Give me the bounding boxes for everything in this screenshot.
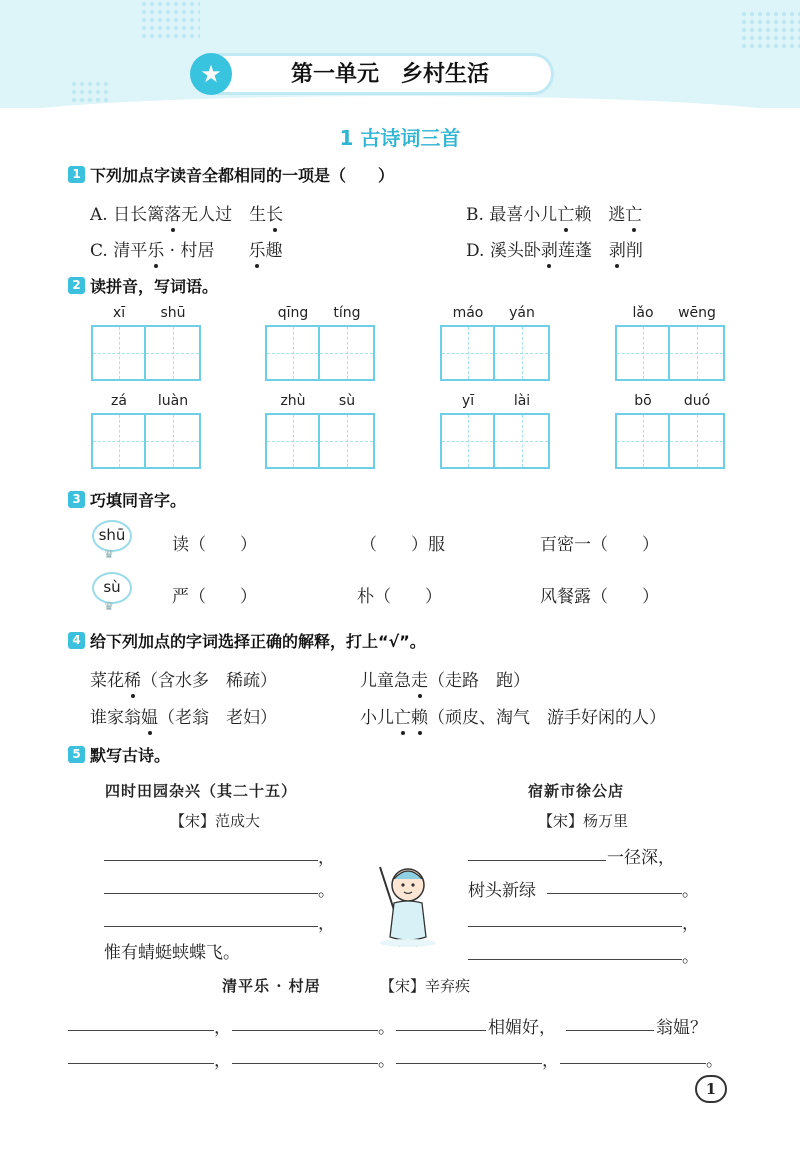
question-number: 3 — [68, 491, 85, 508]
answer-blank[interactable] — [68, 1063, 214, 1064]
pinyin: bō — [634, 393, 652, 409]
pinyin: yī — [461, 393, 475, 409]
poem-line: 相媚好， — [488, 1018, 556, 1038]
punctuation: ， — [214, 1018, 231, 1038]
answer-blank[interactable] — [104, 893, 318, 894]
poem-line: 翁媪？ — [656, 1018, 707, 1038]
answer-blank[interactable] — [396, 1030, 486, 1031]
answer-blank[interactable] — [468, 959, 682, 960]
answer-blank[interactable] — [468, 926, 682, 927]
punctuation: 。 — [682, 881, 699, 901]
punctuation: 。 — [706, 1051, 723, 1071]
header-wave — [0, 96, 800, 118]
poem-author: 【宋】范成大 — [170, 812, 261, 830]
writing-grid[interactable] — [91, 413, 201, 469]
pinyin: yán — [509, 305, 535, 321]
question-prompt: 巧填同音字。 — [90, 491, 187, 510]
decor-dots — [70, 80, 110, 102]
pinyin: lài — [513, 393, 531, 409]
punctuation: 。 — [378, 1051, 395, 1071]
answer-blank[interactable] — [547, 893, 682, 894]
answer-blank[interactable] — [396, 1063, 542, 1064]
option-b[interactable]: B. 最喜小儿亡赖 逃亡 — [466, 200, 642, 225]
homophone-blank[interactable]: 读（ ） — [172, 535, 257, 555]
homophone-blank[interactable]: 百密一（ ） — [540, 535, 659, 555]
choice-item[interactable]: 菜花稀（含水多 稀疏） — [90, 666, 277, 691]
crown-icon: ♛ — [104, 548, 114, 561]
question-prompt: 给下列加点的字词选择正确的解释，打上“√”。 — [90, 632, 426, 651]
punctuation: 。 — [682, 947, 699, 967]
punctuation: ， — [214, 1051, 231, 1071]
writing-grid[interactable] — [615, 413, 725, 469]
pinyin: xī — [112, 305, 126, 321]
choice-item[interactable]: 谁家翁媪（老翁 老妇） — [90, 703, 277, 728]
writing-grid[interactable] — [440, 413, 550, 469]
answer-blank[interactable] — [468, 860, 606, 861]
poem-title: 四时田园杂兴（其二十五） — [105, 782, 298, 800]
question-prompt: 读拼音，写词语。 — [90, 277, 219, 296]
choice-item[interactable]: 儿童急走（走路 跑） — [360, 666, 530, 691]
writing-grid[interactable] — [91, 325, 201, 381]
poem-author: 【宋】辛弃疾 — [380, 977, 471, 995]
writing-grid[interactable] — [440, 325, 550, 381]
answer-blank[interactable] — [560, 1063, 706, 1064]
answer-blank[interactable] — [104, 860, 318, 861]
option-a[interactable]: A. 日长篱落无人过 生长 — [90, 200, 283, 225]
punctuation: 。 — [378, 1018, 395, 1038]
pinyin: sù — [103, 578, 121, 596]
answer-blank[interactable] — [232, 1063, 378, 1064]
poem-author: 【宋】杨万里 — [538, 812, 629, 830]
answer-blank[interactable] — [104, 926, 318, 927]
answer-blank[interactable] — [232, 1030, 378, 1031]
pinyin: qīng — [277, 305, 309, 321]
punctuation: ， — [318, 914, 335, 934]
option-c[interactable]: C. 清平乐 · 村居 乐趣 — [90, 236, 282, 261]
homophone-blank[interactable]: 风餐露（ ） — [540, 587, 659, 607]
pinyin: máo — [452, 305, 484, 321]
poem-line: 树头新绿 — [468, 881, 536, 901]
lesson-title: 1 古诗词三首 — [339, 126, 461, 150]
pinyin-cloud — [92, 572, 134, 612]
poem-title: 清平乐 · 村居 — [222, 977, 321, 995]
unit-title: 第一单元 乡村生活 — [290, 62, 489, 87]
option-d[interactable]: D. 溪头卧剥莲蓬 剥削 — [466, 236, 643, 261]
writing-grid[interactable] — [265, 413, 375, 469]
homophone-blank[interactable]: （ ）服 — [360, 535, 445, 555]
question-prompt: 下列加点字读音全都相同的一项是（ ） — [90, 166, 395, 185]
pinyin: duó — [683, 393, 711, 409]
page-number: 1 — [695, 1075, 727, 1103]
question-number: 1 — [68, 166, 85, 183]
decor-dots — [740, 10, 800, 50]
punctuation: 。 — [318, 881, 335, 901]
question-prompt: 默写古诗。 — [90, 746, 171, 765]
choice-item[interactable]: 小儿亡赖（顽皮、淘气 游手好闲的人） — [360, 703, 666, 728]
pinyin: zá — [111, 393, 127, 409]
star-icon: ★ — [190, 53, 232, 95]
homophone-blank[interactable]: 严（ ） — [172, 587, 257, 607]
punctuation: ， — [542, 1051, 559, 1071]
writing-grid[interactable] — [265, 325, 375, 381]
pinyin: shū — [98, 526, 126, 544]
pinyin: wēng — [678, 305, 716, 321]
pinyin: luàn — [157, 393, 189, 409]
answer-blank[interactable] — [566, 1030, 654, 1031]
punctuation: ， — [318, 848, 335, 868]
pinyin: lǎo — [632, 305, 654, 321]
question-number: 4 — [68, 632, 85, 649]
answer-blank[interactable] — [68, 1030, 214, 1031]
crown-icon: ♛ — [104, 600, 114, 613]
question-number: 5 — [68, 746, 85, 763]
child-reading-illustration — [362, 855, 444, 947]
decor-dots — [140, 0, 200, 40]
homophone-blank[interactable]: 朴（ ） — [357, 587, 442, 607]
pinyin: tíng — [333, 305, 361, 321]
pinyin: sù — [338, 393, 356, 409]
poem-title: 宿新市徐公店 — [528, 782, 625, 800]
punctuation: ， — [682, 914, 699, 934]
pinyin: zhù — [280, 393, 306, 409]
writing-grid[interactable] — [615, 325, 725, 381]
pinyin: shū — [160, 305, 186, 321]
poem-line: 惟有蜻蜓蛱蝶飞。 — [104, 943, 240, 963]
poem-line: 一径深， — [607, 848, 675, 868]
question-number: 2 — [68, 277, 85, 294]
pinyin-cloud — [92, 520, 134, 560]
